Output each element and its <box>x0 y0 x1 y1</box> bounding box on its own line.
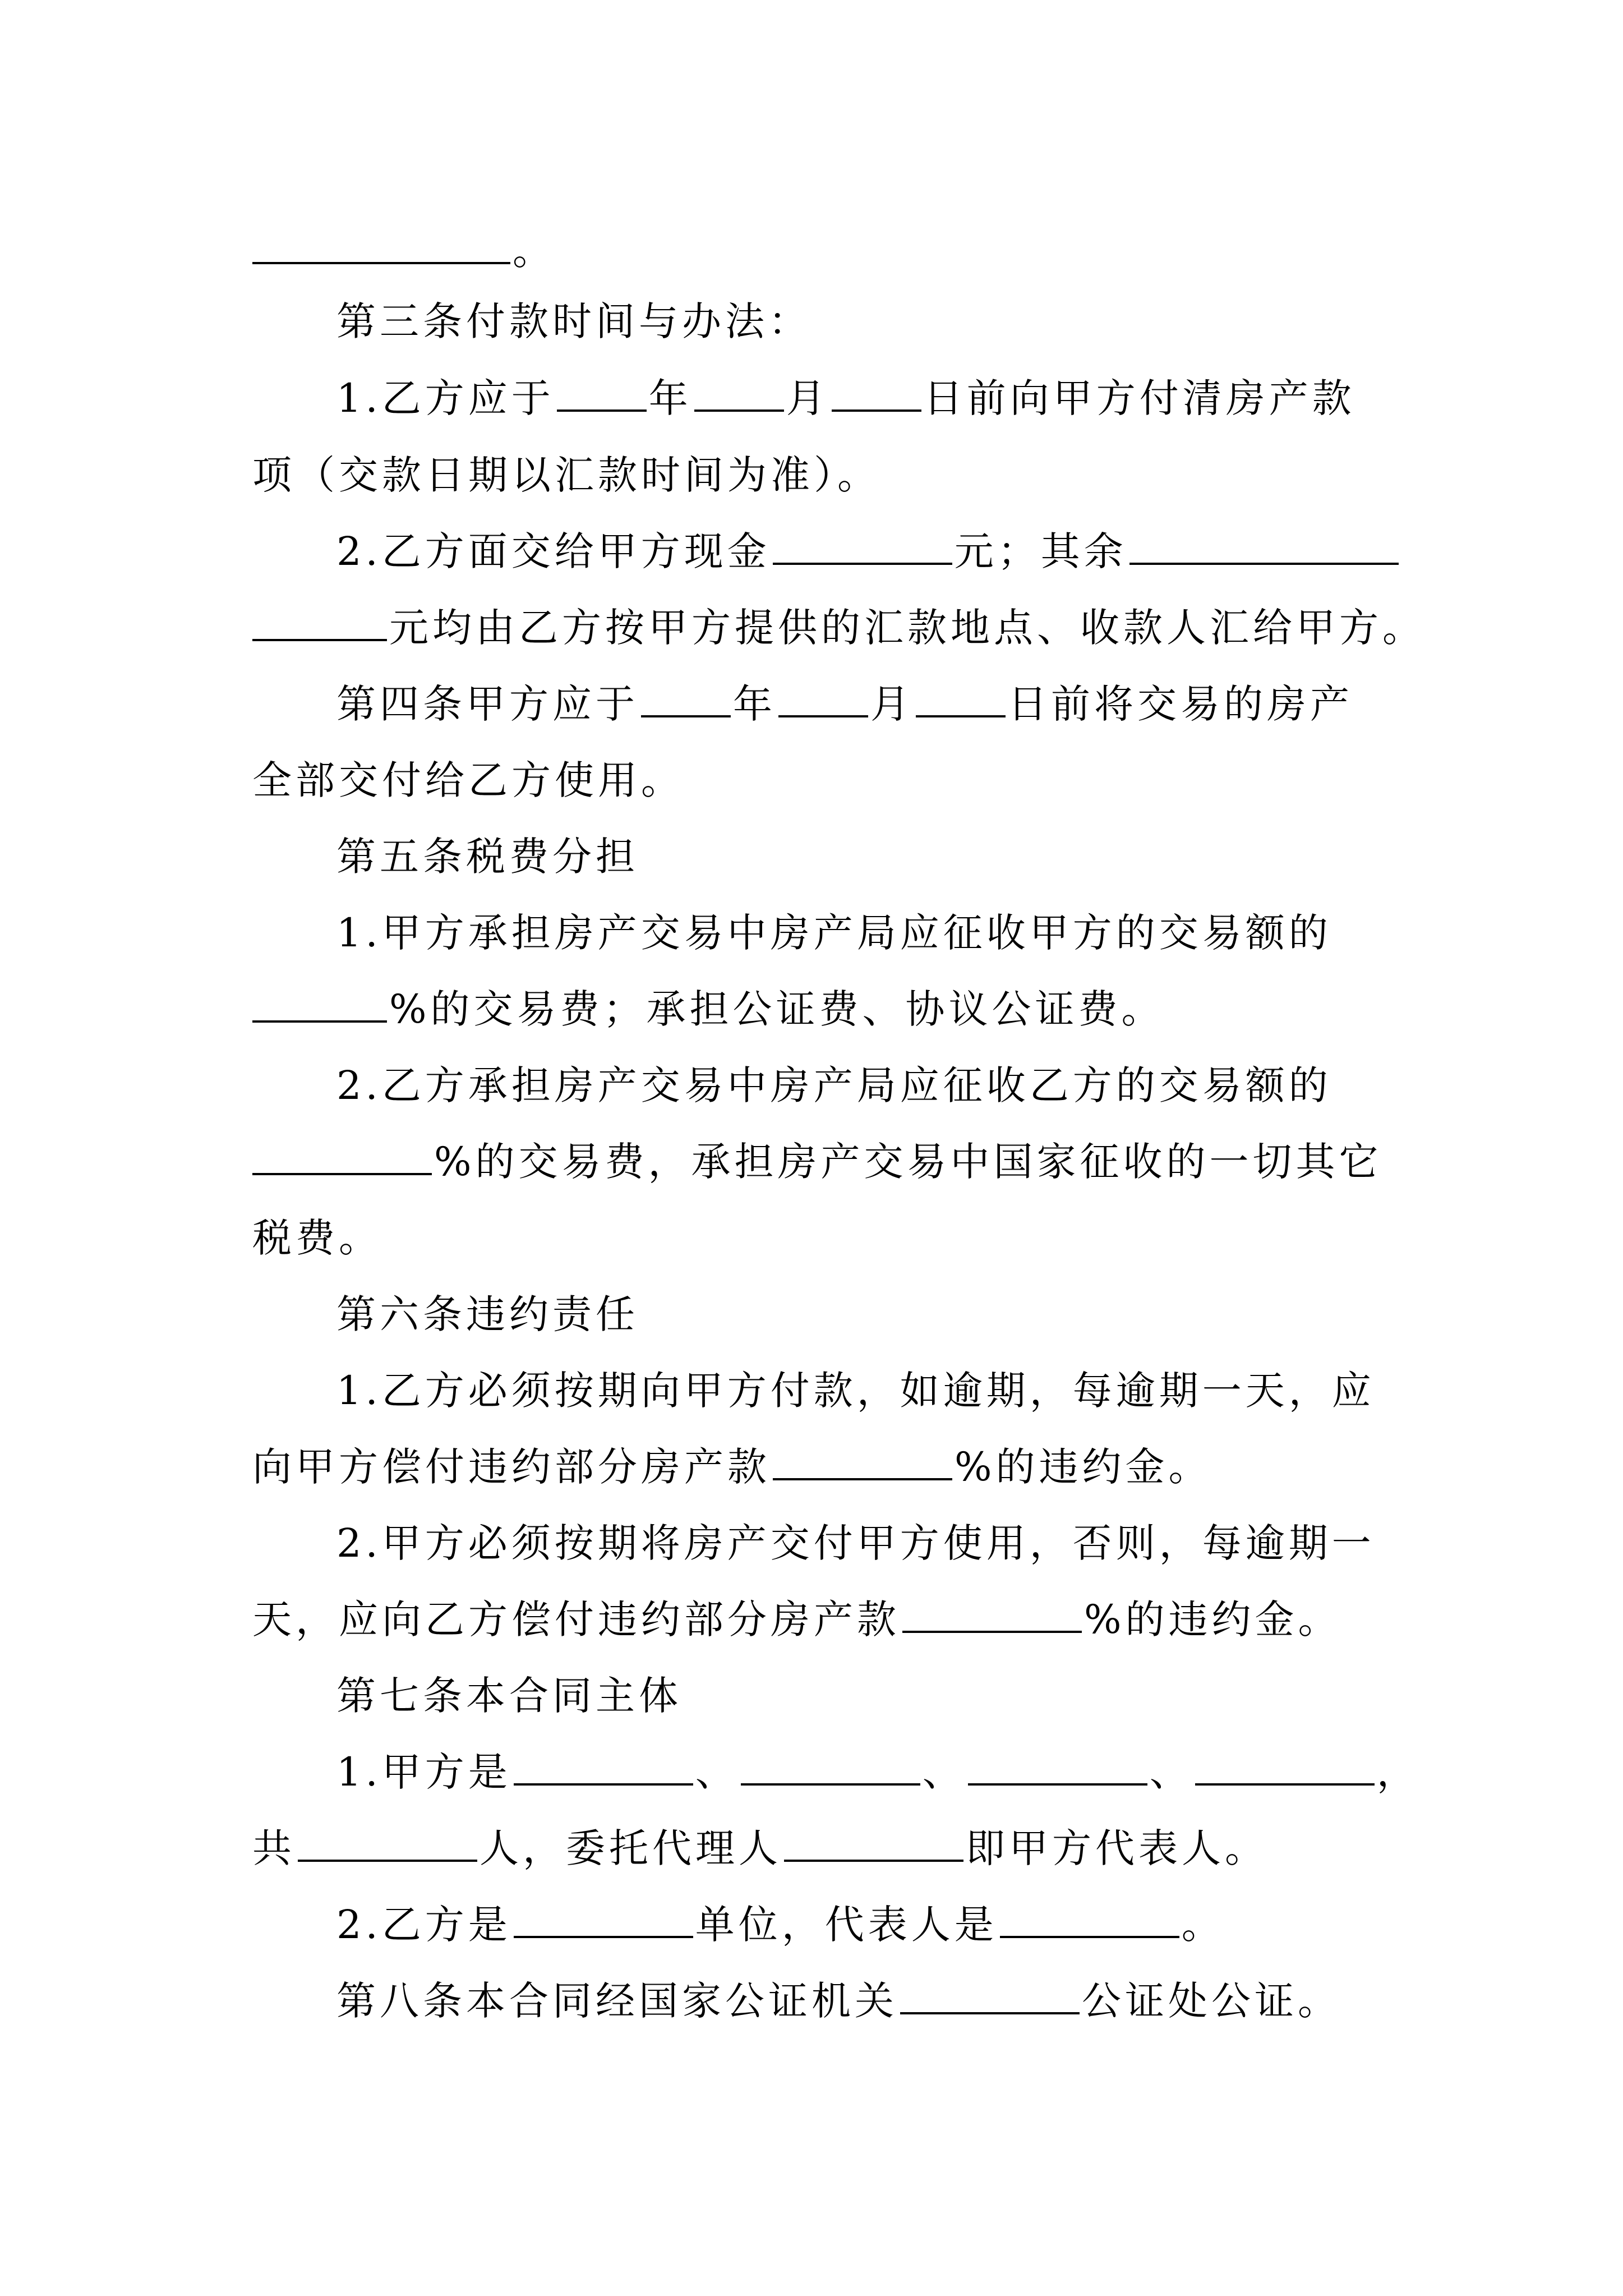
blank <box>968 1749 1147 1786</box>
blank <box>514 1749 693 1786</box>
line-5 <box>336 521 1391 582</box>
text: 共 <box>252 1825 296 1871</box>
article-3-heading <box>336 291 1391 352</box>
text: 2.乙方是 <box>336 1902 511 1948</box>
text: 第四条甲方应于 <box>336 681 639 727</box>
text: 1.甲方承担房产交易中房产局应征收甲方的交易额的 <box>336 910 1332 956</box>
article-6-heading <box>336 1283 1391 1345</box>
text: 向甲方偿付违约部分房产款 <box>252 1444 771 1490</box>
blank <box>916 680 1006 717</box>
text: 2.乙方面交给甲方现金 <box>336 528 771 574</box>
text: 税费。 <box>252 1215 382 1261</box>
text: %的违约金。 <box>955 1444 1212 1490</box>
blank <box>252 1138 432 1175</box>
line-6 <box>252 597 1426 659</box>
text: 第八条本合同经国家公证机关 <box>336 1978 898 2024</box>
text: %的交易费；承担公证费、协议公证费。 <box>389 986 1165 1032</box>
blank <box>1000 1901 1179 1938</box>
blank <box>784 1825 963 1862</box>
blank <box>773 1443 952 1480</box>
text: 公证处公证。 <box>1082 1978 1341 2024</box>
line-17 <box>252 1436 1391 1498</box>
blank <box>298 1825 477 1862</box>
line-22 <box>252 1818 1391 1879</box>
text: 、 <box>1149 1749 1193 1795</box>
text: 第七条本合同主体 <box>336 1673 682 1719</box>
line-8 <box>252 749 1391 811</box>
line-1 <box>252 220 1391 282</box>
text: %的交易费，承担房产交易中国家征收的一切其它 <box>434 1139 1382 1185</box>
line-19 <box>252 1589 1391 1650</box>
article-8 <box>336 1970 1391 2032</box>
text: ， <box>1376 1749 1420 1795</box>
article-5-heading <box>336 826 1391 887</box>
text: 元均由乙方按甲方提供的汇款地点、收款人汇给甲方。 <box>389 605 1426 651</box>
line-16 <box>336 1360 1391 1421</box>
line-23 <box>336 1894 1391 1955</box>
text: 1.乙方应于 <box>336 375 555 421</box>
text: 2.甲方必须按期将房产交付甲方使用，否则，每逾期一 <box>336 1520 1375 1566</box>
blank <box>902 1596 1082 1633</box>
text: 日前向甲方付清房产款 <box>923 375 1355 421</box>
blank <box>832 375 921 412</box>
text: 第六条违约责任 <box>336 1291 639 1337</box>
text: 月 <box>870 681 914 727</box>
blank <box>773 528 952 565</box>
blank <box>252 986 387 1023</box>
line-10 <box>336 902 1391 964</box>
text: 日前将交易的房产 <box>1008 681 1353 727</box>
text: 1.甲方是 <box>336 1749 511 1795</box>
text: 月 <box>786 375 829 421</box>
blank <box>252 604 387 641</box>
blank <box>778 680 868 717</box>
text: %的违约金。 <box>1084 1596 1341 1642</box>
text: 项（交款日期以汇款时间为准）。 <box>252 452 880 498</box>
line-21 <box>336 1741 1420 1803</box>
line-12 <box>336 1055 1391 1116</box>
blank <box>252 227 510 264</box>
text: 第五条税费分担 <box>336 834 639 880</box>
text: 第三条付款时间与办法： <box>336 298 811 344</box>
text: 即甲方代表人。 <box>966 1825 1268 1871</box>
blank <box>641 680 731 717</box>
blank <box>1195 1749 1375 1786</box>
blank <box>1129 528 1399 565</box>
article-4 <box>336 673 1391 735</box>
text: 元；其余 <box>954 528 1127 574</box>
blank <box>900 1977 1080 2014</box>
line-14 <box>252 1207 1391 1269</box>
article-7-heading <box>336 1665 1391 1727</box>
line-18 <box>336 1512 1391 1574</box>
text: 。 <box>513 228 556 274</box>
text: 全部交付给乙方使用。 <box>252 757 684 803</box>
text: 单位，代表人是 <box>695 1902 998 1948</box>
text: 。 <box>1181 1902 1225 1948</box>
text: 、 <box>695 1749 739 1795</box>
text: 天，应向乙方偿付违约部分房产款 <box>252 1596 900 1642</box>
line-4 <box>252 444 1391 506</box>
blank <box>741 1749 920 1786</box>
line-3 <box>336 367 1391 429</box>
text: 人，委托代理人 <box>479 1825 782 1871</box>
text: 2.乙方承担房产交易中房产局应征收乙方的交易额的 <box>336 1062 1332 1108</box>
blank <box>514 1901 693 1938</box>
line-13 <box>252 1131 1391 1193</box>
line-11 <box>252 978 1391 1040</box>
text: 1.乙方必须按期向甲方付款，如逾期，每逾期一天，应 <box>336 1368 1375 1414</box>
blank <box>557 375 647 412</box>
text: 年 <box>648 375 692 421</box>
blank <box>694 375 784 412</box>
text: 、 <box>922 1749 966 1795</box>
text: 年 <box>733 681 776 727</box>
